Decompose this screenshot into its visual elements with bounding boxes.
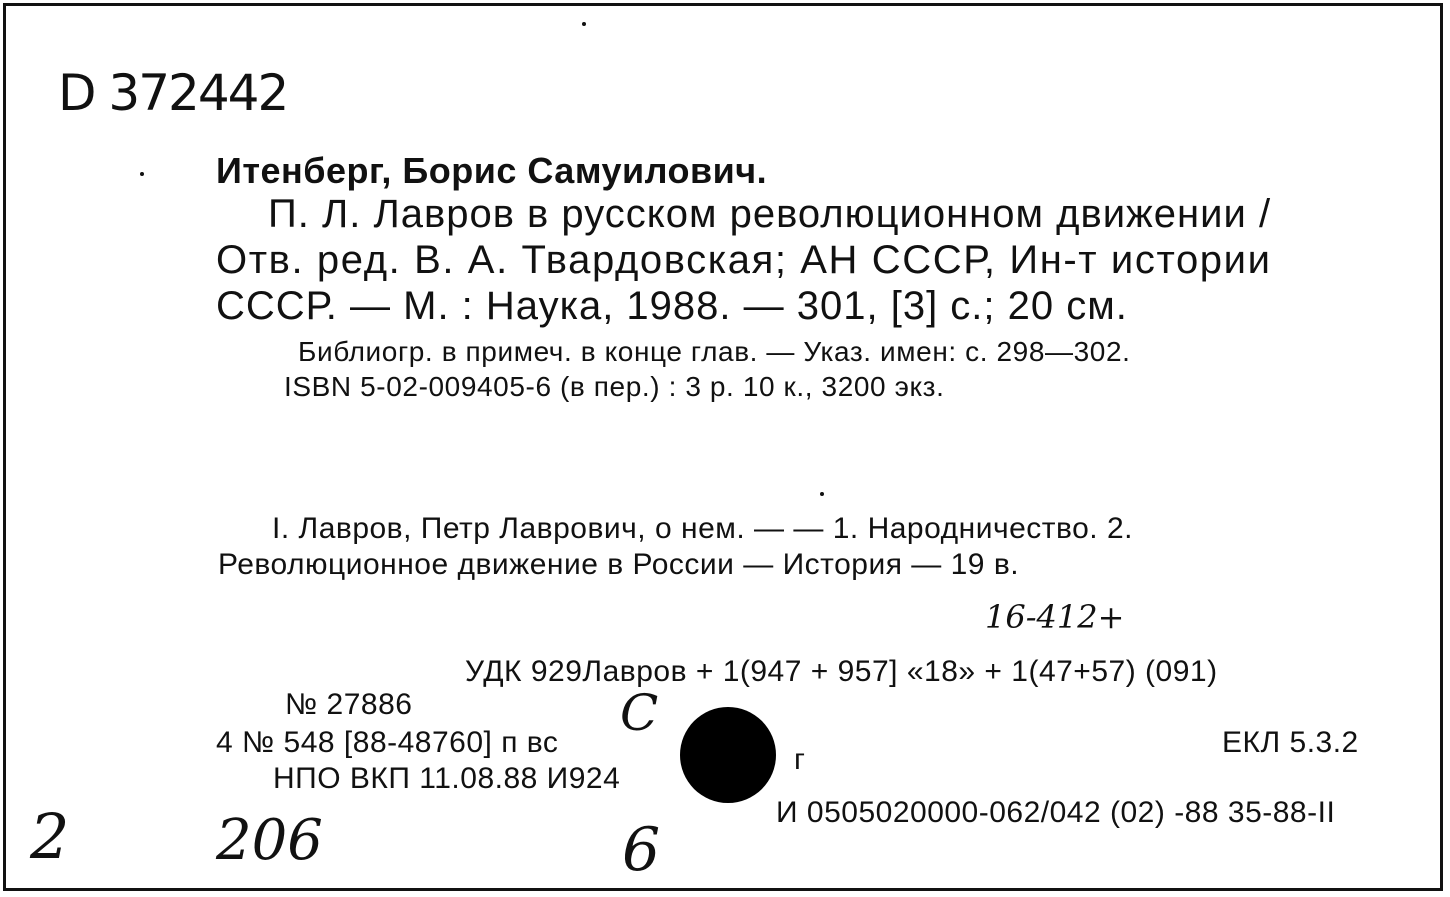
order-line: 4 № 548 [88-48760] п вс — [216, 726, 559, 759]
handwritten-letter-c: С — [620, 684, 659, 742]
speck — [582, 22, 586, 26]
handwritten-6: 6 — [622, 815, 661, 885]
title-line-1: П. Л. Лавров в русском революционном движении / — [268, 192, 1272, 236]
subject-line-1: I. Лавров, Петр Лаврович, о нем. — — 1. Народничество. 2. — [272, 512, 1133, 545]
speck — [140, 172, 144, 176]
index-line: И 0505020000-062/042 (02) -88 35-88-II — [776, 796, 1336, 829]
isbn-note: ISBN 5-02-009405-6 (в пер.) : 3 р. 10 к., 3200 экз. — [284, 371, 945, 402]
card-number: № 27886 — [285, 688, 413, 721]
punch-hole — [680, 707, 776, 803]
ekl-code: ЕКЛ 5.3.2 — [1222, 726, 1359, 759]
handwritten-2: 2 — [30, 800, 70, 873]
call-number: D 372442 — [58, 64, 288, 122]
letter-g: г — [794, 743, 806, 776]
udk-line: УДК 929Лавров + 1(947 + 957] «18» + 1(47+57) (091) — [465, 655, 1218, 688]
speck — [820, 492, 824, 496]
handwritten-206: 206 — [216, 808, 323, 873]
title-line-3: СССР. — М. : Наука, 1988. — 301, [3] с.; 20 см. — [216, 284, 1128, 328]
bibliography-note: Библиогр. в примеч. в конце глав. — Указ. имен: с. 298—302. — [298, 336, 1131, 367]
handwritten-shelf-note: 16-412+ — [985, 598, 1125, 636]
author-heading: Итенберг, Борис Самуилович. — [216, 150, 768, 191]
subject-line-2: Революционное движение в России — История — 19 в. — [218, 548, 1020, 581]
npo-line: НПО ВКП 11.08.88 И924 — [273, 762, 621, 795]
title-line-2: Отв. ред. В. А. Твардовская; АН СССР, Ин-т истории — [216, 238, 1272, 282]
